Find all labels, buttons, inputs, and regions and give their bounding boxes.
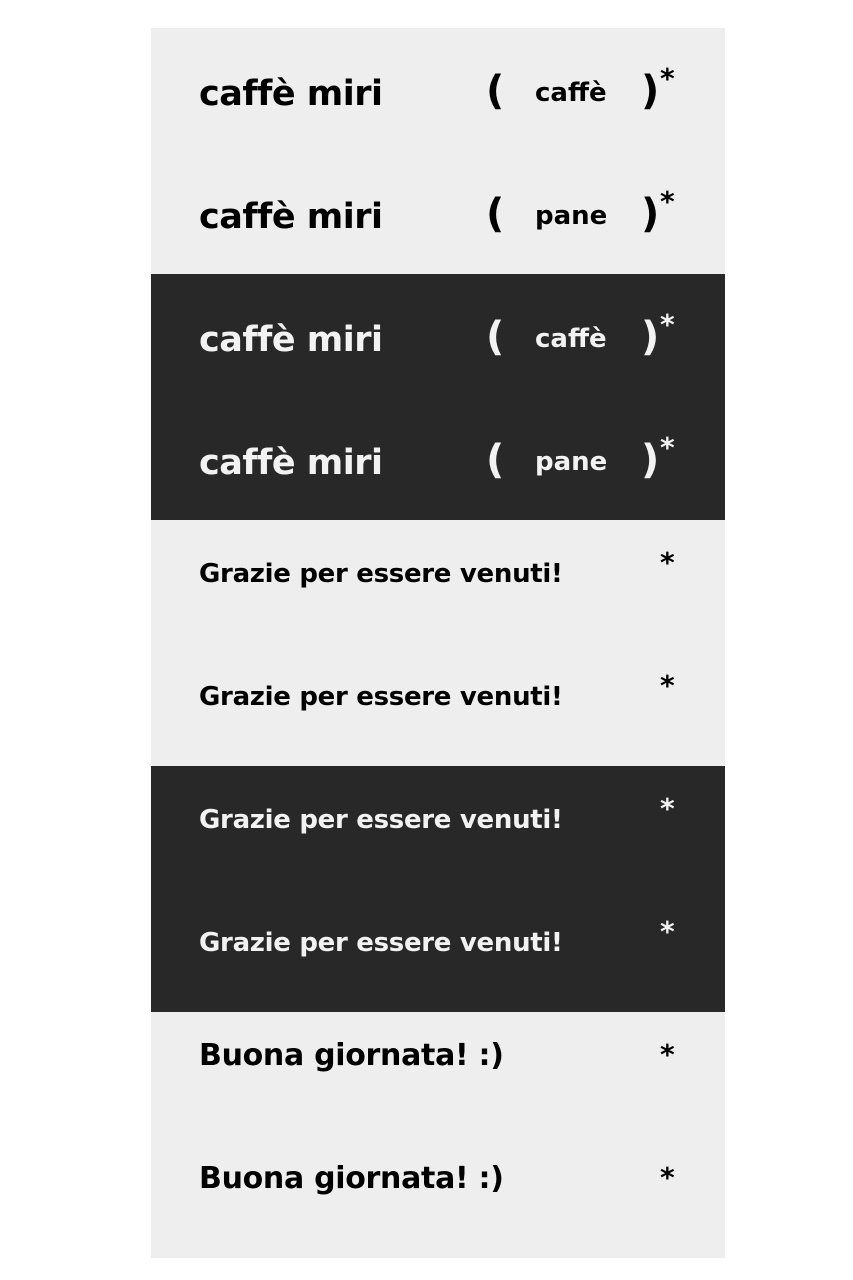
asterisk-mark: * <box>660 1038 675 1071</box>
close-parenthesis: ) <box>641 68 660 114</box>
brand-name: caffè miri <box>199 320 383 360</box>
asterisk-mark: * <box>660 669 675 702</box>
thanks-message: Grazie per essere venuti! <box>199 682 563 712</box>
variant-label: pane <box>535 201 608 231</box>
brand-name: caffè miri <box>199 74 383 114</box>
thanks-label-dark <box>151 889 725 1012</box>
close-parenthesis: ) <box>641 437 660 483</box>
brand-label-pane-light <box>151 151 725 274</box>
open-parenthesis: ( <box>486 68 505 114</box>
variant-label: caffè <box>535 324 607 354</box>
thanks-label-light <box>151 643 725 766</box>
thanks-message: Grazie per essere venuti! <box>199 559 563 589</box>
brand-name: caffè miri <box>199 197 383 237</box>
thanks-label-dark <box>151 766 725 889</box>
asterisk-mark: * <box>660 792 675 825</box>
thanks-label-light <box>151 520 725 643</box>
asterisk-mark: * <box>660 915 675 948</box>
thanks-message: Grazie per essere venuti! <box>199 928 563 958</box>
asterisk-mark: * <box>660 431 675 464</box>
variant-label: pane <box>535 447 608 477</box>
asterisk-mark: * <box>660 308 675 341</box>
label-sheet <box>151 28 725 1260</box>
thanks-message: Grazie per essere venuti! <box>199 805 563 835</box>
open-parenthesis: ( <box>486 437 505 483</box>
asterisk-mark: * <box>660 62 675 95</box>
goodday-message: Buona giornata! :) <box>199 1038 504 1073</box>
asterisk-mark: * <box>660 185 675 218</box>
asterisk-mark: * <box>660 546 675 579</box>
goodday-label-light <box>151 1012 725 1135</box>
asterisk-mark: * <box>660 1161 675 1194</box>
open-parenthesis: ( <box>486 314 505 360</box>
goodday-label-light <box>151 1135 725 1258</box>
close-parenthesis: ) <box>641 191 660 237</box>
variant-label: caffè <box>535 78 607 108</box>
close-parenthesis: ) <box>641 314 660 360</box>
brand-name: caffè miri <box>199 443 383 483</box>
brand-label-caffe-dark <box>151 274 725 397</box>
goodday-message: Buona giornata! :) <box>199 1161 504 1196</box>
open-parenthesis: ( <box>486 191 505 237</box>
brand-label-pane-dark <box>151 397 725 520</box>
brand-label-caffe-light <box>151 28 725 151</box>
